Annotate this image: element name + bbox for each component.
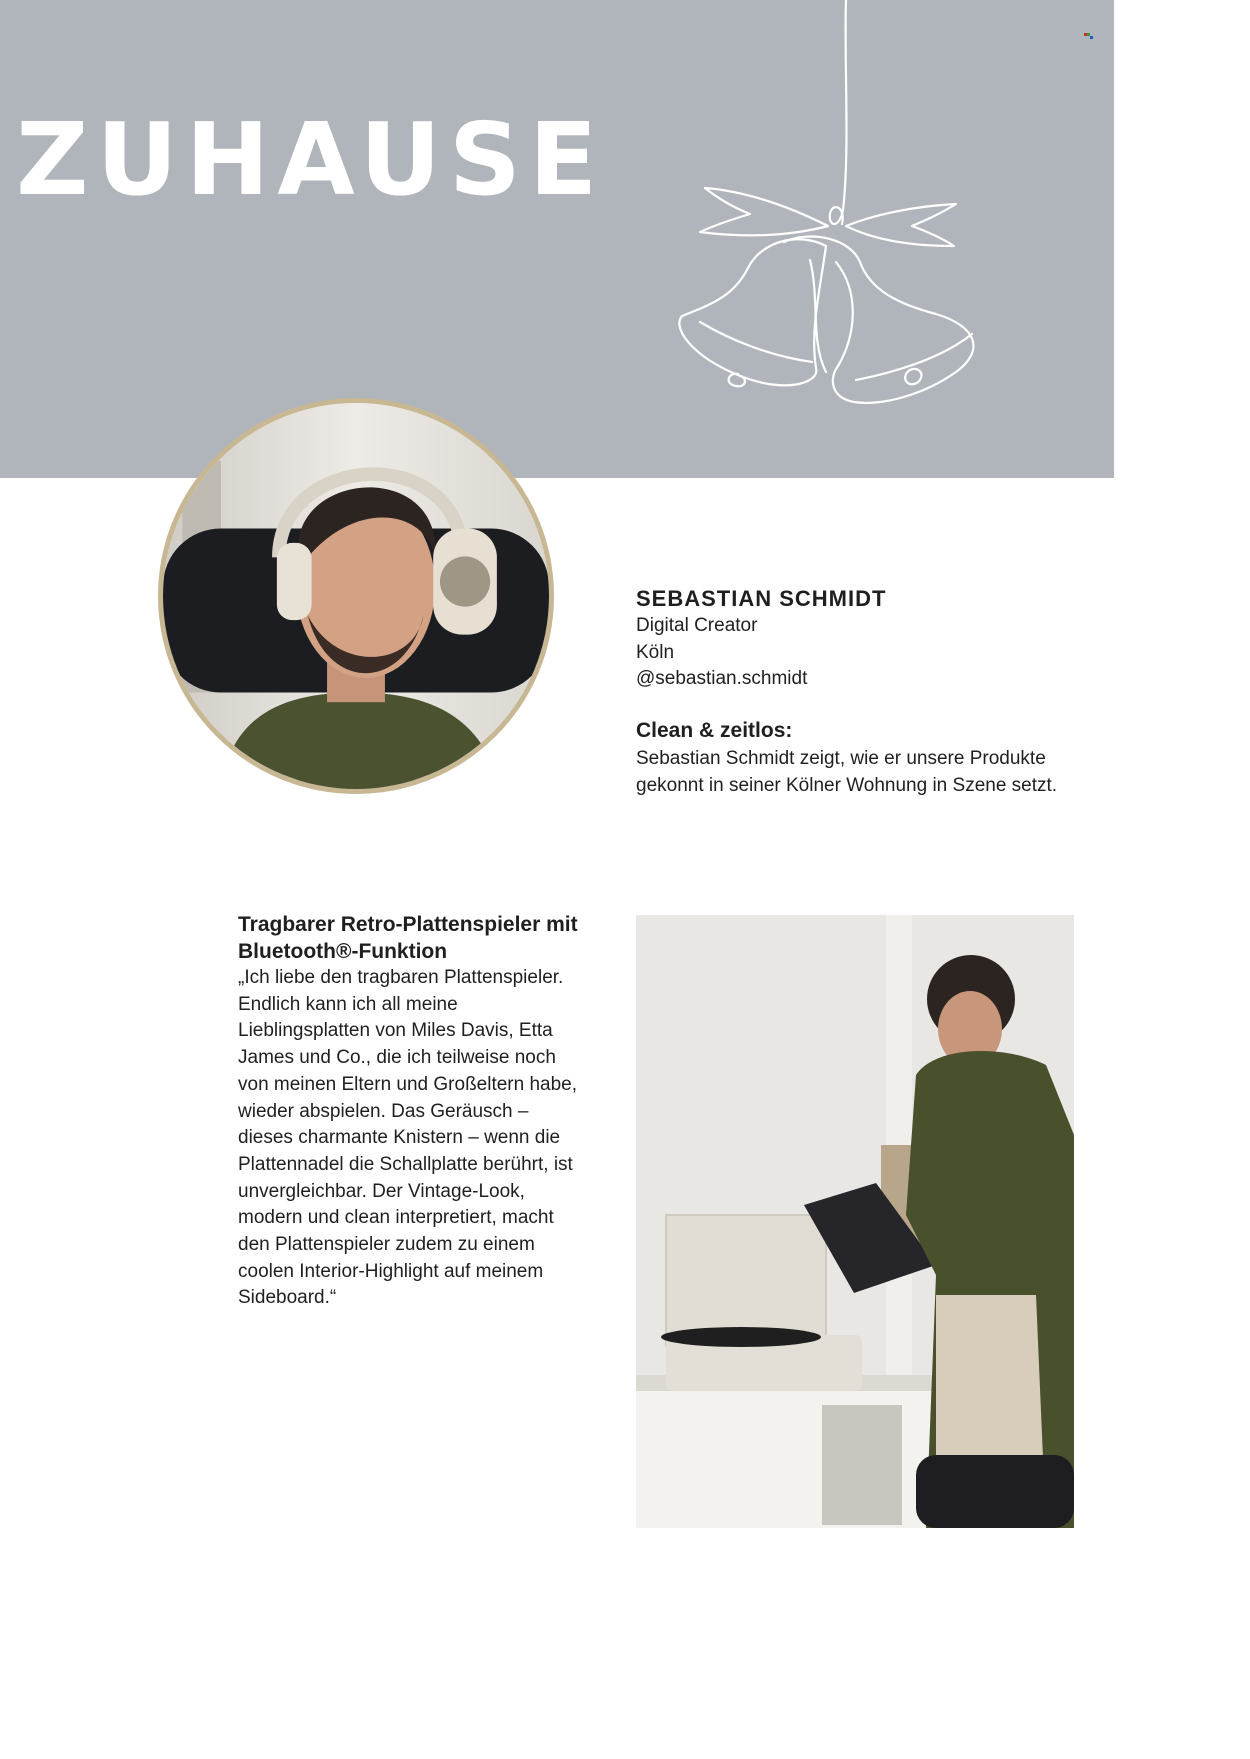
creator-name: SEBASTIAN SCHMIDT — [636, 586, 887, 611]
turntable-photo — [636, 915, 1074, 1528]
christmas-bells-icon — [660, 0, 1000, 420]
color-dot-blue — [1090, 36, 1093, 39]
page-title: ZUHAUSE — [16, 101, 606, 218]
creator-handle: @sebastian.schmidt — [636, 668, 808, 689]
portrait-image — [158, 398, 554, 794]
profile-info — [636, 585, 1086, 799]
product-quote-block — [238, 912, 583, 1312]
hero-banner — [0, 0, 1114, 478]
section-subhead: Clean & zeitlos: — [636, 718, 793, 742]
product-title: Tragbarer Retro-Plattenspieler mit Bluetooth®-Funktion — [238, 913, 578, 963]
creator-role: Digital Creator — [636, 615, 758, 636]
product-quote: „Ich liebe den tragbaren Plattenspieler. Endlich kann ich all meine Lieblingsplatten von Miles Davis, Etta James und Co., die ich teilweise noch von meinen Eltern und Großeltern habe, wieder abspielen. Das Geräusch – dieses charmante Knistern – wenn die Plattennadel die Schallplatte berührt, ist unvergleichbar. Der Vintage-Look, modern und clean interpretiert, macht den Plattenspieler zudem zu einem coolen Interior-Highlight auf meinem Sideboard.“ — [238, 967, 578, 1309]
intro-text: Sebastian Schmidt zeigt, wie er unsere Produkte gekonnt in seiner Kölner Wohnung in Szene setzt. — [636, 747, 1058, 796]
creator-city: Köln — [636, 641, 675, 663]
